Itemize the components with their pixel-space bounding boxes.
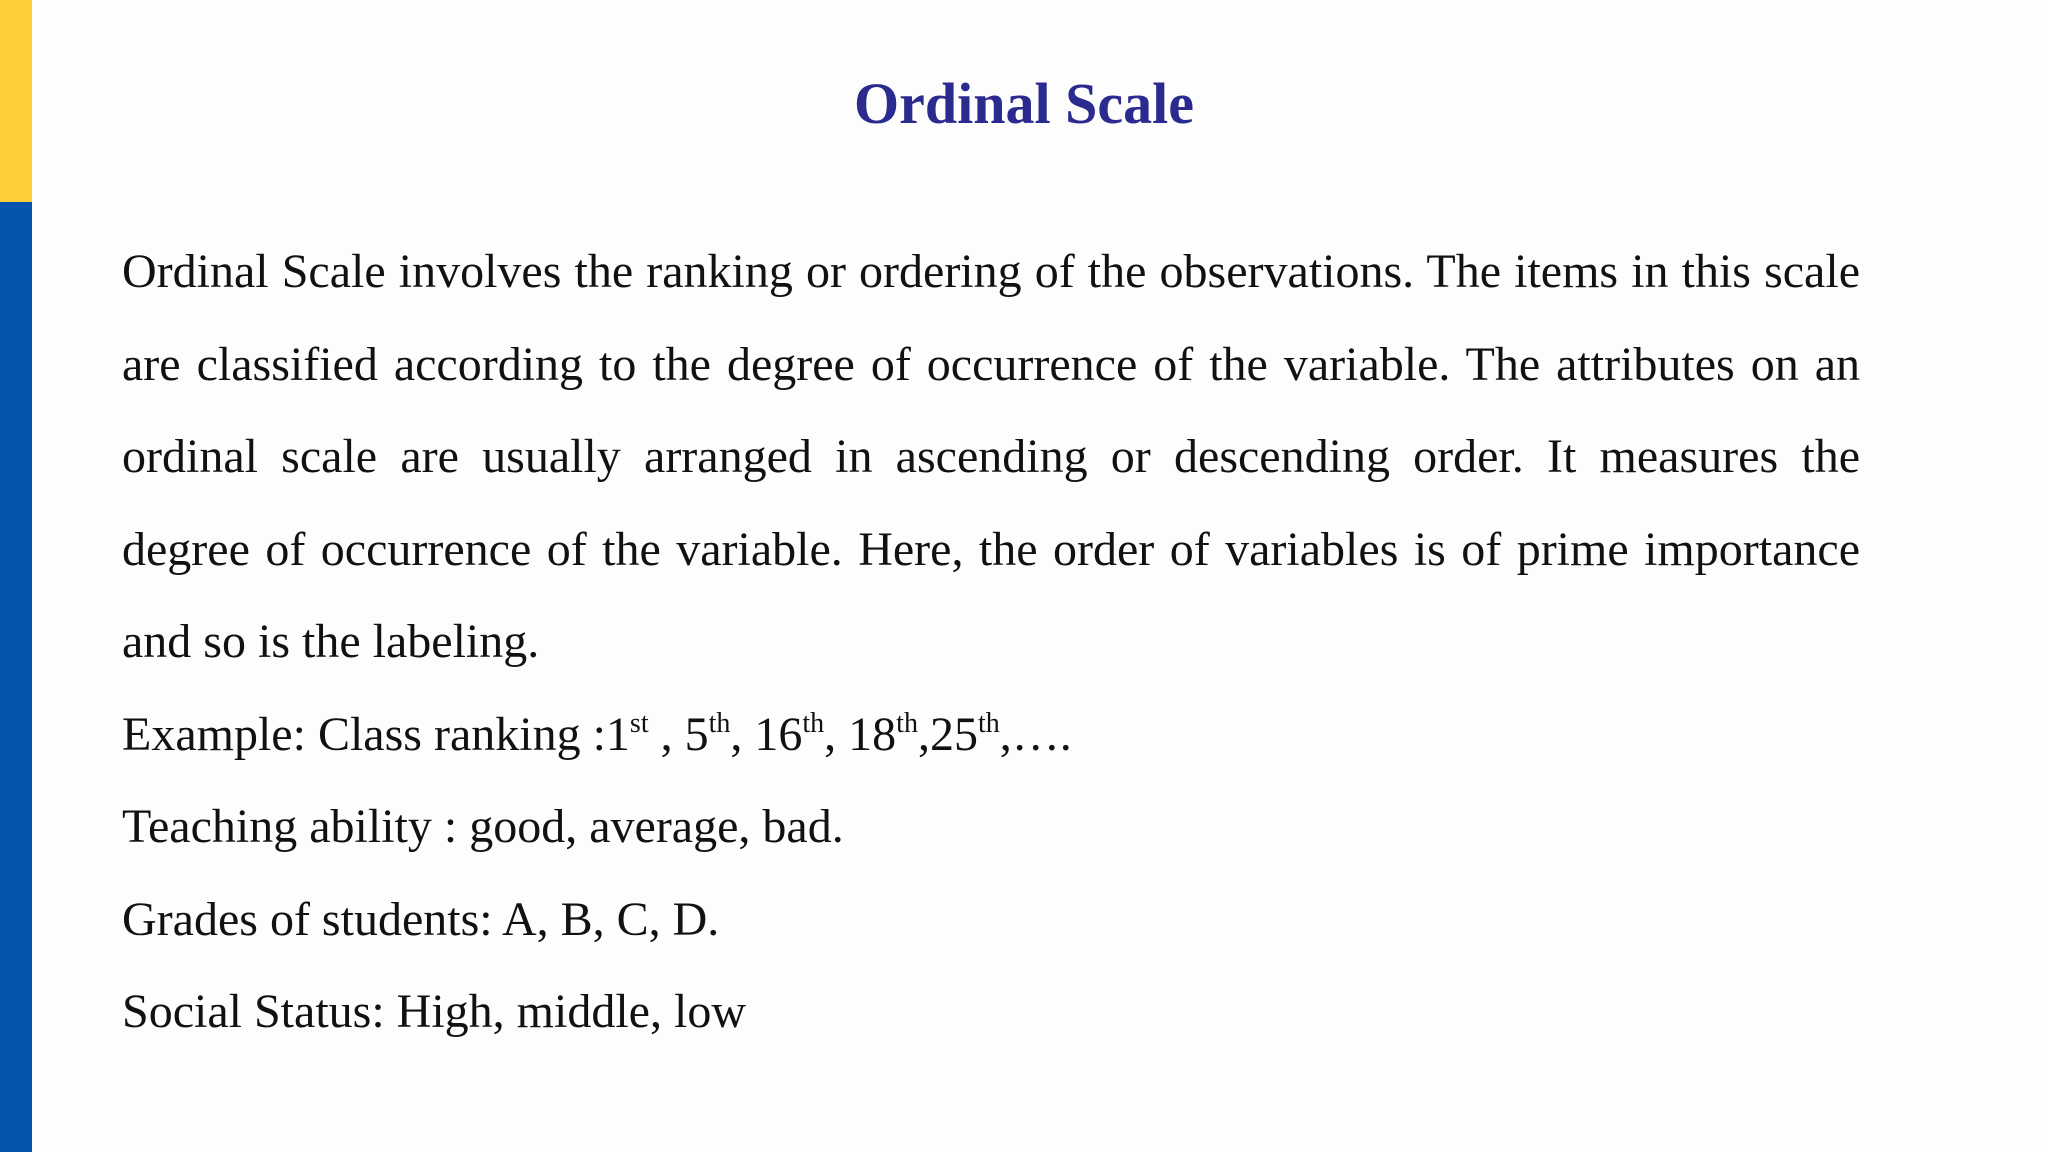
social-status-line: Social Status: High, middle, low xyxy=(122,985,746,1038)
ordinal-suffix-5: th xyxy=(977,707,1000,739)
teaching-ability-line: Teaching ability : good, average, bad. xyxy=(122,800,844,853)
ordinal-suffix-1: st xyxy=(629,707,649,739)
definition-paragraph: Ordinal Scale involves the ranking or ordering of the observations. The items in this scale are classified according to the degree of occurrence of the variable. The attributes on an ordinal scale are usually arranged in ascending or descending order. It measures the degree of occurrence of the variable. Here, the order of variables is of prime importance and so is the labeling. xyxy=(122,245,1860,668)
example-suffix: ,…. xyxy=(999,707,1072,761)
example-part-4: , 18 xyxy=(824,707,897,761)
example-part-3: , 16 xyxy=(730,707,803,761)
example-part-5: ,25 xyxy=(917,707,978,761)
example-line xyxy=(122,689,1860,782)
grades-line: Grades of students: A, B, C, D. xyxy=(122,892,720,946)
slide-title: Ordinal Scale xyxy=(854,71,1194,136)
accent-bar-blue xyxy=(0,202,32,1152)
example-part-2: , 5 xyxy=(648,707,709,761)
ordinal-suffix-3: th xyxy=(802,707,825,739)
example-prefix: Example: Class ranking :1 xyxy=(122,707,630,761)
ordinal-suffix-4: th xyxy=(896,707,918,739)
ordinal-suffix-2: th xyxy=(708,707,731,739)
slide-content xyxy=(122,226,1860,1059)
